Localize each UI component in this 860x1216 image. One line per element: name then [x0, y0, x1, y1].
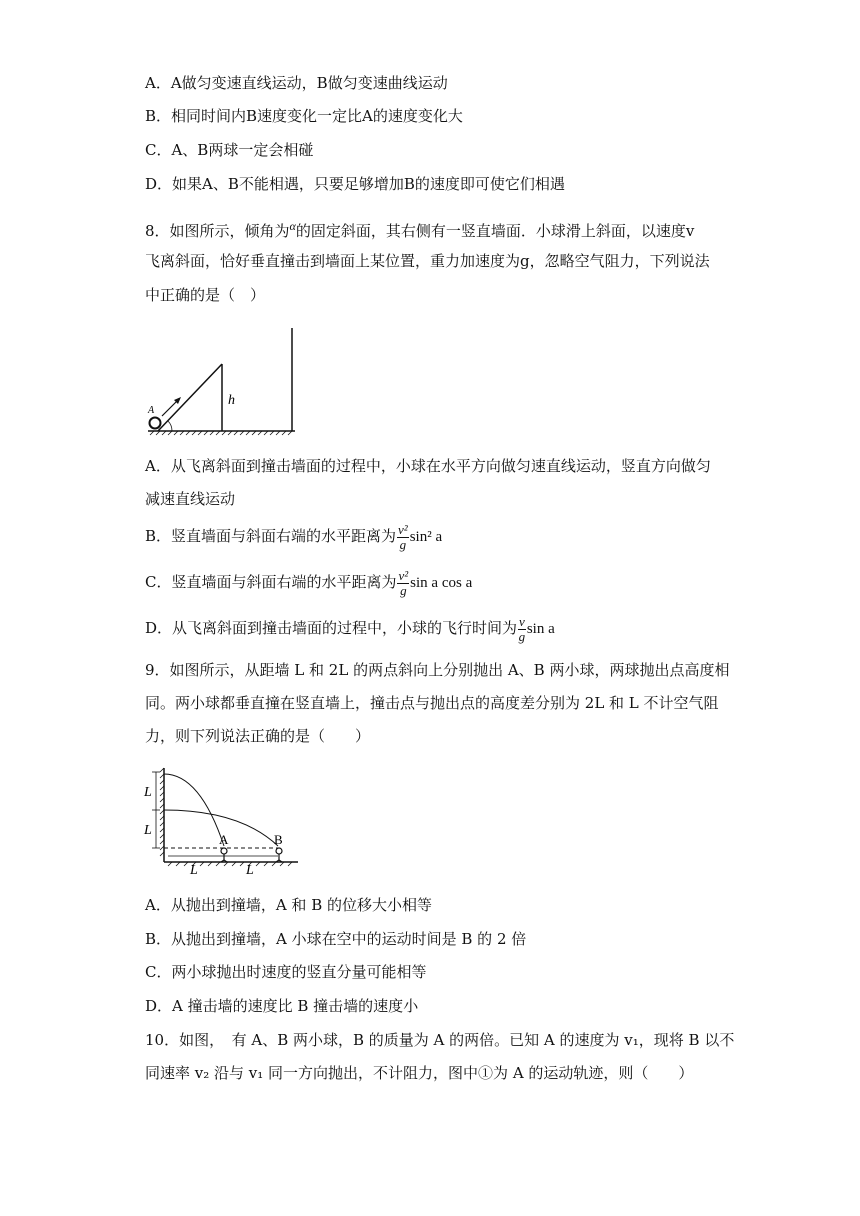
- q8-stem-line2: 飞离斜面，恰好垂直撞击到墙面上某位置，重力加速度为g，忽略空气阻力，下列说法: [145, 252, 710, 270]
- dim-label-l: L: [190, 863, 198, 878]
- fraction-denominator: g: [400, 582, 407, 598]
- ball-a-label: A: [219, 832, 229, 847]
- dim-label-l: L: [144, 823, 152, 838]
- fraction-denominator: g: [518, 628, 526, 644]
- q8-option-c-text: C．竖直墙面与斜面右端的水平距离为: [145, 573, 397, 591]
- ball-b-label: B: [274, 832, 283, 847]
- q8-stem-line1: [145, 216, 694, 241]
- trig-expression: sin a: [526, 621, 555, 637]
- trig-expression: sin a cos a: [410, 575, 473, 591]
- q9-option-a: A．从抛出到撞墙，A 和 B 的位移大小相等: [145, 896, 432, 914]
- dim-label-l: L: [144, 785, 152, 800]
- alpha-symbol: α: [289, 219, 296, 233]
- trig-expression: sin² a: [409, 529, 443, 545]
- q8-option-a-line1: A．从飞离斜面到撞击墙面的过程中，小球在水平方向做匀速直线运动，竖直方向做匀: [145, 457, 711, 475]
- q8-option-d: [145, 610, 555, 647]
- fraction-numerator: v²: [398, 567, 409, 583]
- q10-stem-line2: 同速率 v₂ 沿与 v₁ 同一方向抛出，不计阻力，图中①为 A 的运动轨迹，则（ ）: [145, 1064, 694, 1082]
- q8-stem-text: 的固定斜面，其右侧有一竖直墙面．小球滑上斜面，以速度v: [295, 222, 695, 240]
- fraction: [518, 615, 526, 644]
- q9-option-d: D．A 撞击墙的速度比 B 撞击墙的速度小: [145, 997, 419, 1015]
- fraction-numerator: v²: [398, 521, 408, 537]
- fraction: [397, 569, 409, 598]
- ball-label: A: [148, 405, 155, 416]
- q8-option-c: [145, 564, 472, 601]
- q8-option-b: [145, 518, 442, 555]
- q8-option-a-line2: 减速直线运动: [145, 490, 236, 508]
- q8-option-b-text: B．竖直墙面与斜面右端的水平距离为: [145, 527, 397, 545]
- fraction: [397, 523, 409, 552]
- q7-option-a: A．A做匀变速直线运动，B做匀变速曲线运动: [145, 74, 448, 92]
- fraction-denominator: g: [399, 536, 407, 552]
- q8-stem-text: 8．如图所示，倾角为: [145, 222, 290, 240]
- q8-incline-figure: [140, 324, 300, 439]
- q8-option-d-text: D．从飞离斜面到撞击墙面的过程中，小球的飞行时间为: [145, 619, 518, 637]
- q9-option-b: B．从抛出到撞墙，A 小球在空中的运动时间是 B 的 2 倍: [145, 930, 527, 948]
- q9-stem-line1: 9．如图所示，从距墙 L 和 2L 的两点斜向上分别抛出 A、B 两小球，两球抛出点高度相: [145, 661, 730, 679]
- q8-stem-line3: 中正确的是（ ）: [145, 286, 266, 304]
- dim-label-l: L: [246, 863, 254, 878]
- q7-option-c: C．A、B两球一定会相碰: [145, 141, 314, 159]
- fraction-numerator: v: [519, 613, 525, 629]
- q9-stem-line3: 力，则下列说法正确的是（ ）: [145, 727, 371, 745]
- q7-option-b: B．相同时间内B速度变化一定比A的速度变化大: [145, 107, 463, 125]
- q10-stem-line1: 10．如图， 有 A、B 两小球，B 的质量为 A 的两倍。已知 A 的速度为 v₁，现将 B 以不: [145, 1031, 735, 1049]
- q7-option-d: D．如果A、B不能相遇，只要足够增加B的速度即可使它们相遇: [145, 175, 565, 193]
- q9-stem-line2: 同。两小球都垂直撞在竖直墙上，撞击点与抛出点的高度差分别为 2L 和 L 不计空气阻: [145, 694, 719, 712]
- q9-wall-figure: [140, 760, 305, 880]
- height-label: h: [228, 393, 235, 408]
- q9-option-c: C．两小球抛出时速度的竖直分量可能相等: [145, 963, 427, 981]
